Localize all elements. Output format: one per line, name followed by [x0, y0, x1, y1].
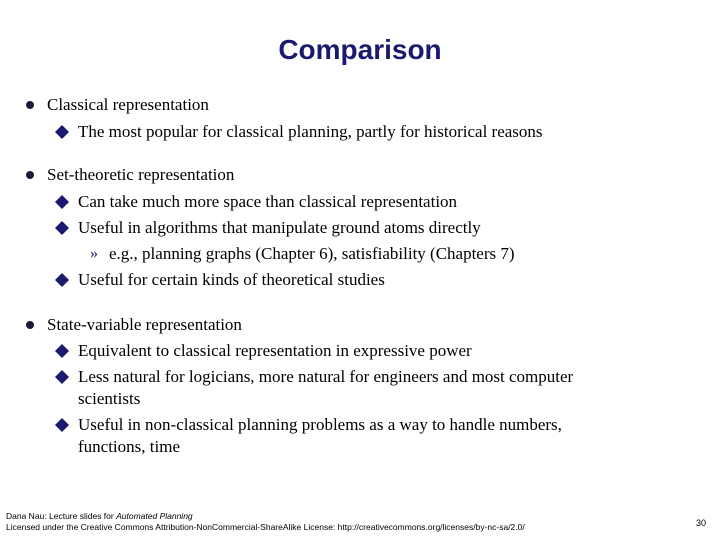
footer-line1 — [6, 511, 193, 522]
footer-book-title: Automated Planning — [116, 511, 193, 521]
bullet-item: Can take much more space than classical representation — [78, 192, 458, 211]
circle-bullet-icon — [26, 101, 34, 109]
bullet-item-continuation: scientists — [78, 389, 141, 408]
section-heading: State-variable representation — [47, 315, 242, 334]
footer-author: Dana Nau: Lecture slides for — [6, 511, 117, 521]
bullet-item: Useful for certain kinds of theoretical studies — [78, 270, 385, 289]
bullet-item: Useful in non-classical planning problems as a way to handle numbers, — [78, 415, 562, 434]
bullet-item: Equivalent to classical representation in expressive power — [78, 341, 472, 360]
diamond-bullet-icon — [55, 344, 69, 358]
diamond-bullet-icon — [55, 125, 69, 139]
diamond-bullet-icon — [55, 418, 69, 432]
diamond-bullet-icon — [55, 370, 69, 384]
page-number: 30 — [695, 518, 706, 528]
bullet-item-continuation: functions, time — [78, 437, 180, 456]
diamond-bullet-icon — [55, 195, 69, 209]
slide-title: Comparison — [278, 34, 442, 65]
diamond-bullet-icon — [55, 221, 69, 235]
section-heading: Set-theoretic representation — [47, 165, 235, 184]
circle-bullet-icon — [26, 321, 34, 329]
diamond-bullet-icon — [55, 273, 69, 287]
bullet-item: Useful in algorithms that manipulate ground atoms directly — [78, 218, 481, 237]
sub-bullet-item: e.g., planning graphs (Chapter 6), satisfiability (Chapters 7) — [109, 244, 515, 263]
bullet-item: Less natural for logicians, more natural for engineers and most computer — [78, 367, 574, 386]
circle-bullet-icon — [26, 171, 34, 179]
section-heading: Classical representation — [47, 95, 209, 114]
raquo-bullet-icon: » — [90, 245, 98, 262]
footer-license: Licensed under the Creative Commons Attribution-NonCommercial-ShareAlike License: http://creativecommons.org/licenses/by-nc-sa/2.0/ — [6, 522, 525, 532]
bullet-item: The most popular for classical planning, partly for historical reasons — [78, 122, 543, 141]
